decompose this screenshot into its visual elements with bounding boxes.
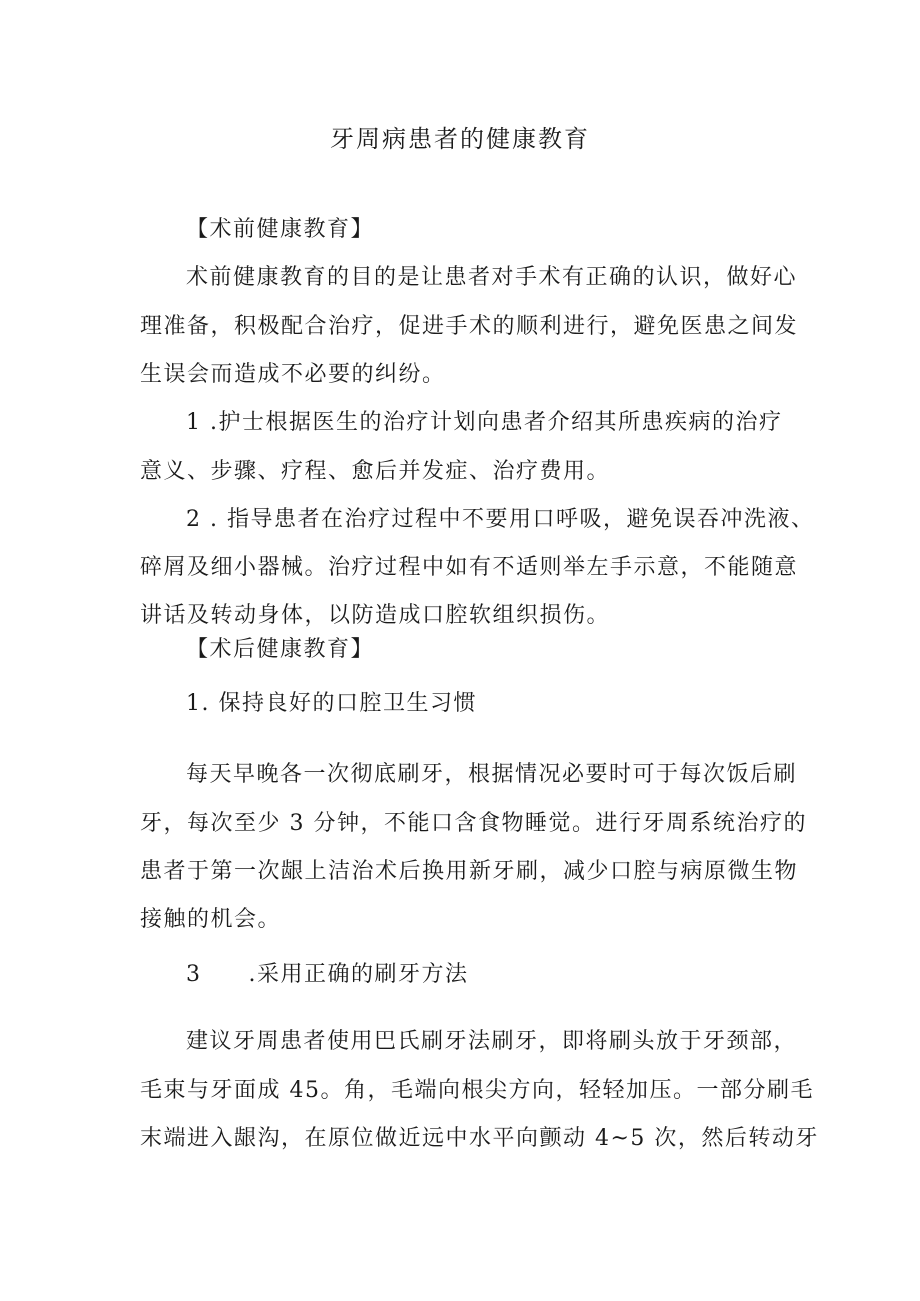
paragraph-line: 2 . 指导患者在治疗过程中不要用口呼吸，避免误吞冲洗液、: [186, 507, 815, 532]
section-heading-preop: 【术前健康教育】: [186, 217, 375, 242]
subheading: 1. 保持良好的口腔卫生习惯: [186, 691, 477, 716]
paragraph-line: 生误会而造成不必要的纠纷。: [140, 362, 446, 387]
paragraph-line: 理准备，积极配合治疗，促进手术的顺利进行，避免医患之间发: [140, 314, 799, 339]
paragraph-line: 1 .护士根据医生的治疗计划向患者介绍其所患疾病的治疗: [186, 410, 783, 435]
paragraph-line: 讲话及转动身体，以防造成口腔软组织损伤。: [140, 603, 611, 628]
paragraph-line: 每天早晚各一次彻底刷牙，根据情况必要时可于每次饭后刷: [186, 762, 798, 787]
paragraph-line: 接触的机会。: [140, 907, 282, 932]
paragraph-line: 末端进入龈沟，在原位做近远中水平向颤动 4~5 次，然后转动牙: [140, 1126, 819, 1151]
paragraph-line: 碎屑及细小器械。治疗过程中如有不适则举左手示意，不能随意: [140, 555, 799, 580]
document-title: 牙周病患者的健康教育: [330, 125, 590, 153]
section-heading-postop: 【术后健康教育】: [186, 637, 375, 662]
paragraph-line: 意义、步骤、疗程、愈后并发症、治疗费用。: [140, 459, 611, 484]
paragraph-line: 建议牙周患者使用巴氏刷牙法刷牙，即将刷头放于牙颈部，: [186, 1029, 798, 1054]
paragraph-line: 术前健康教育的目的是让患者对手术有正确的认识，做好心: [186, 265, 798, 290]
subheading: 3 .采用正确的刷牙方法: [186, 962, 469, 987]
paragraph-line: 毛束与牙面成 45。角，毛端向根尖方向，轻轻加压。一部分刷毛: [140, 1078, 814, 1103]
paragraph-line: 患者于第一次龈上洁治术后换用新牙刷，减少口腔与病原微生物: [140, 859, 799, 884]
paragraph-line: 牙，每次至少 3 分钟，不能口含食物睡觉。进行牙周系统治疗的: [140, 811, 807, 836]
